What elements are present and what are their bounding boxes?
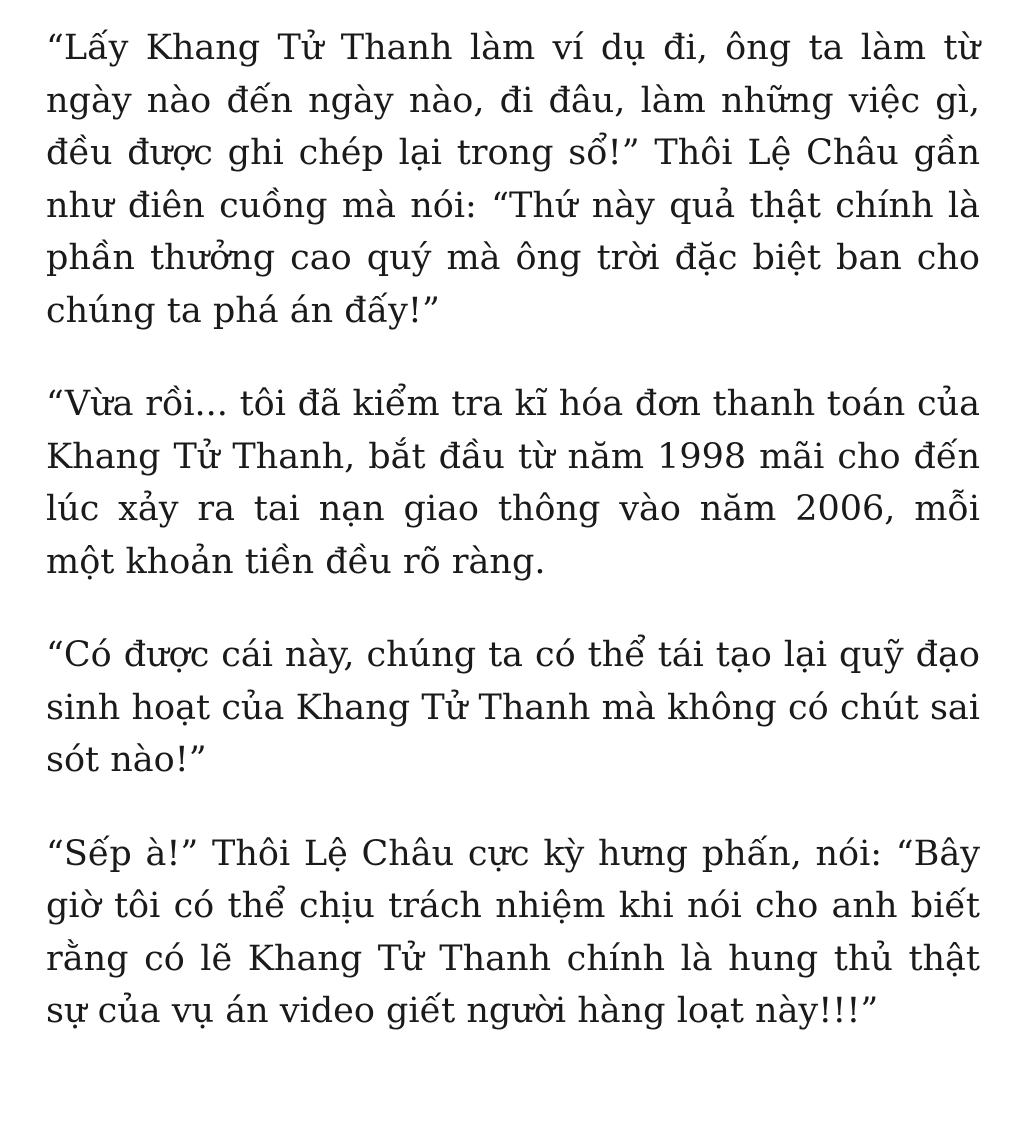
paragraph-1: “Lấy Khang Tử Thanh làm ví dụ đi, ông ta làm từ ngày nào đến ngày nào, đi đâu, làm những việc gì, đều được ghi chép lại trong sổ!” Thôi Lệ Châu gần như điên cuồng mà nói: “Thứ này quả thật chính là phần thưởng cao quý mà ông trời đặc biệt ban cho chúng ta phá án đấy!” [46, 28, 980, 331]
paragraph-3: “Có được cái này, chúng ta có thể tái tạo lại quỹ đạo sinh hoạt của Khang Tử Thanh mà không có chút sai sót nào!” [46, 635, 980, 780]
paragraph-4: “Sếp à!” Thôi Lệ Châu cực kỳ hưng phấn, nói: “Bây giờ tôi có thể chịu trách nhiệm khi nói cho anh biết rằng có lẽ Khang Tử Thanh chính là hung thủ thật sự của vụ án video giết người hàng loạt này!!!” [46, 833, 980, 1031]
paragraph-2: “Vừa rồi... tôi đã kiểm tra kĩ hóa đơn thanh toán của Khang Tử Thanh, bắt đầu từ năm 1998 mãi cho đến lúc xảy ra tai nạn giao thông vào năm 2006, mỗi một khoản tiền đều rõ ràng. [46, 384, 980, 582]
text-column [46, 22, 980, 1038]
